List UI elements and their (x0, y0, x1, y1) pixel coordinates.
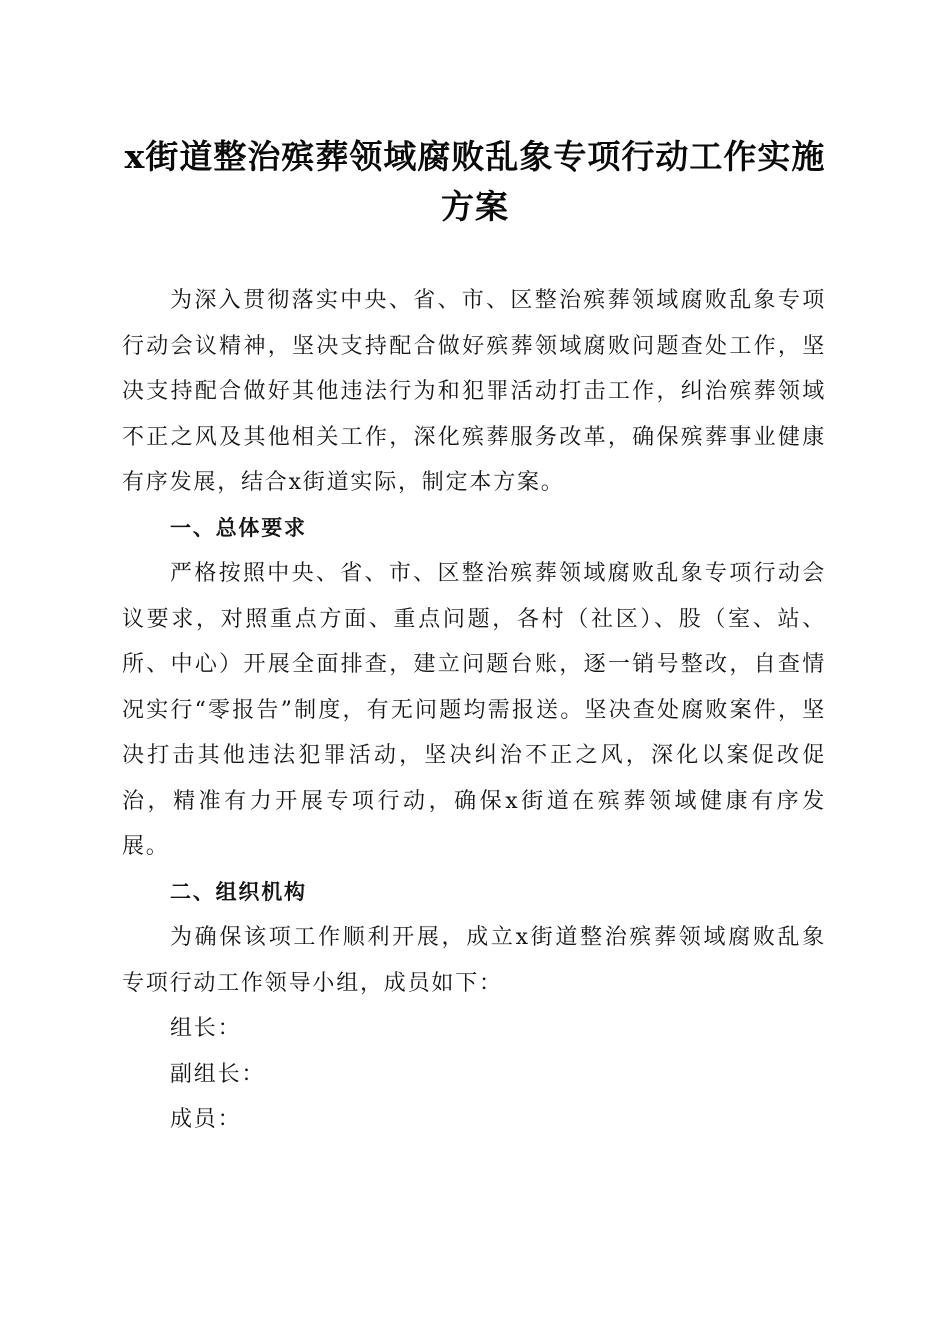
document-body (122, 278, 826, 1143)
intro-paragraph: 为深入贯彻落实中央、省、市、区整治殡葬领域腐败乱象专项行动会议精神，坚决支持配合做好殡葬领域腐败问题查处工作，坚决支持配合做好其他违法行为和犯罪活动打击工作，纠治殡葬领域不正之风及其他相关工作，深化殡葬服务改革，确保殡葬事业健康有序发展，结合x街道实际，制定本方案。 (122, 288, 826, 495)
leader-line: 组长： (170, 1016, 242, 1041)
document-title: x街道整治殡葬领域腐败乱象专项行动工作实施方案 (124, 137, 826, 226)
deputy-leader-line: 副组长： (170, 1061, 266, 1087)
section-heading-general-requirements: 一、总体要求 (170, 515, 307, 540)
organization-paragraph: 为确保该项工作顺利开展，成立x街道整治殡葬领域腐败乱象专项行动工作领导小组，成员如下： (122, 925, 826, 996)
members-line: 成员： (170, 1107, 242, 1132)
general-requirements-paragraph: 严格按照中央、省、市、区整治殡葬领域腐败乱象专项行动会议要求，对照重点方面、重点问题，各村（社区）、股（室、站、所、中心）开展全面排查，建立问题台账，逐一销号整改，自查情况实行“零报告”制度，有无问题均需报送。坚决查处腐败案件，坚决打击其他违法犯罪活动，坚决纠治不正之风，深化以案促改促治，精准有力开展专项行动，确保x街道在殡葬领域健康有序发展。 (122, 561, 826, 859)
section-heading-organization: 二、组织机构 (170, 879, 307, 904)
